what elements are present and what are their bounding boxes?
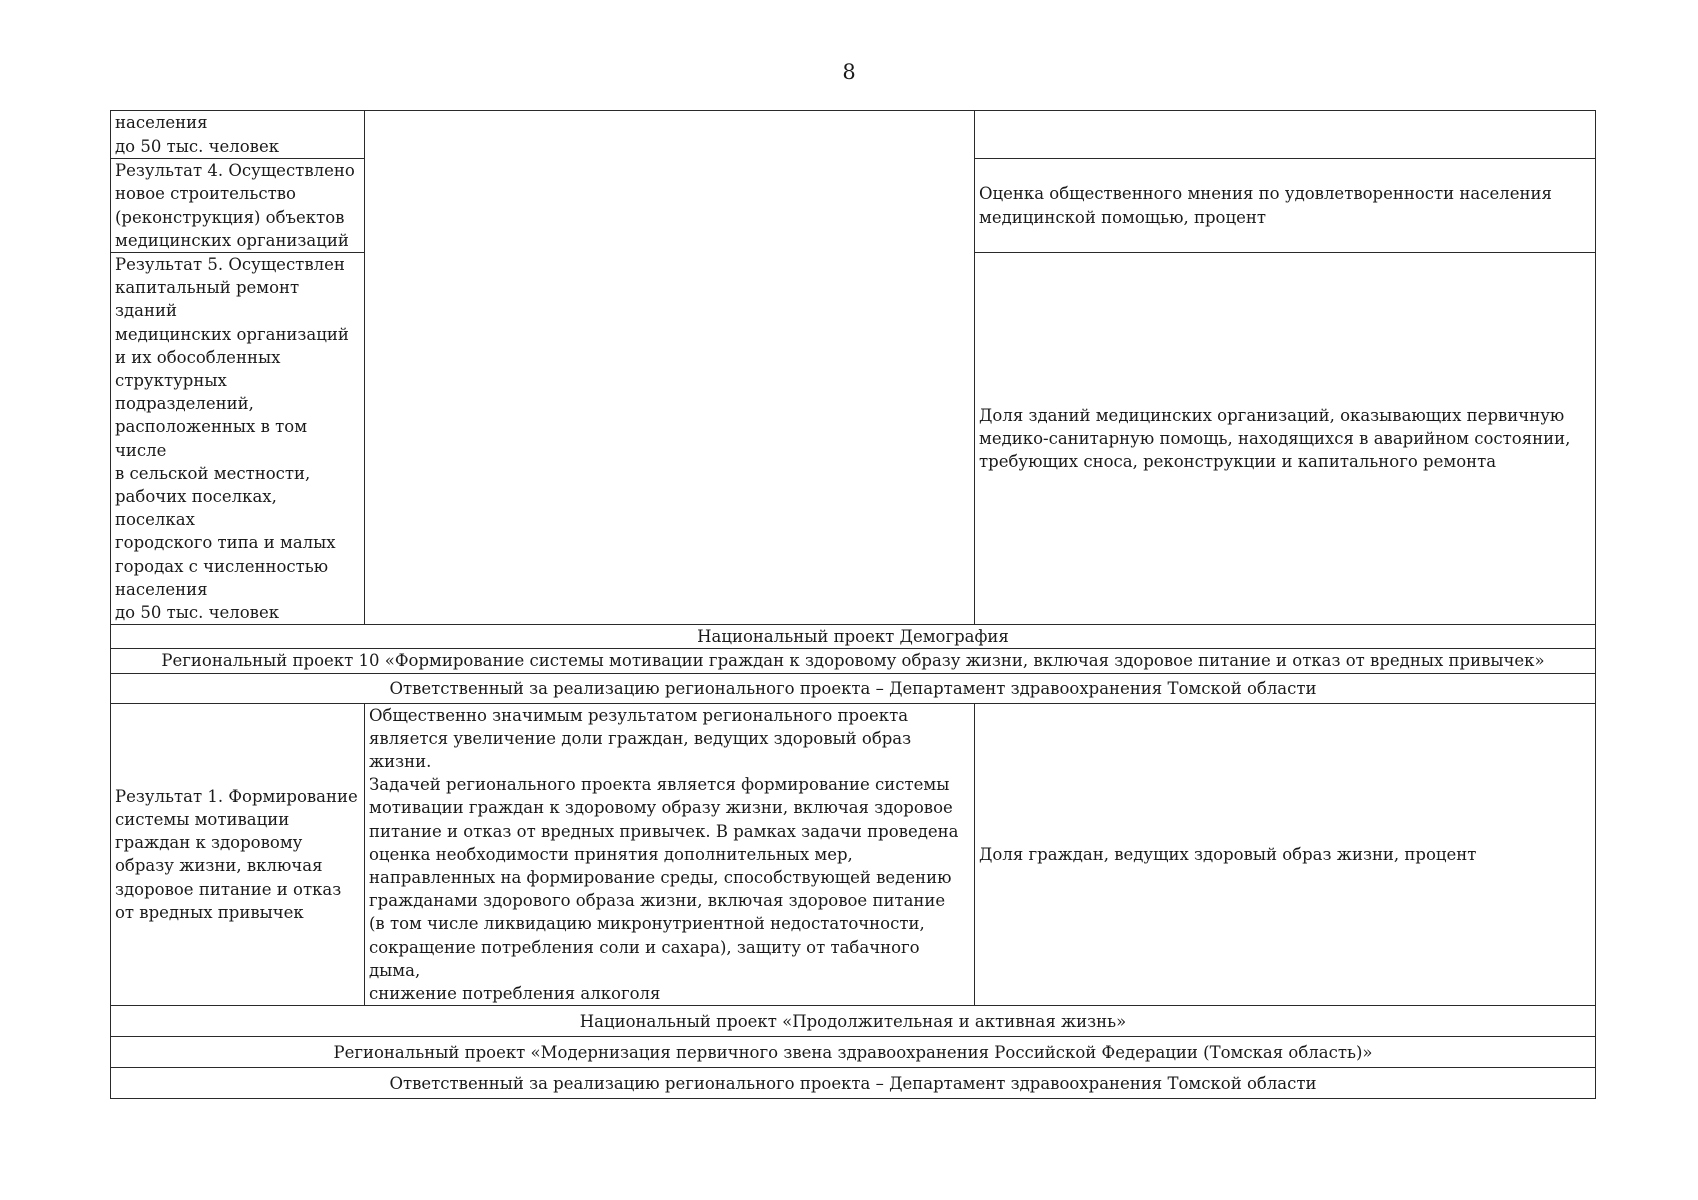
table-row — [111, 649, 1596, 673]
page-number: 8 — [842, 60, 856, 84]
result-cell: Результат 1. Формирование системы мотивации граждан к здоровому образу жизни, включая здоровое питание и отказ от вредных привычек — [111, 703, 365, 1006]
national-project-heading: Национальный проект Демография — [111, 625, 1596, 649]
responsible-heading: Ответственный за реализацию регионального проекта – Департамент здравоохранения Томской области — [111, 1068, 1596, 1099]
result-cell: населения до 50 тыс. человек — [111, 111, 365, 159]
regional-project-heading: Региональный проект «Модернизация первичного звена здравоохранения Российской Федерации (Томская область)» — [111, 1037, 1596, 1068]
description-cell: Общественно значимым результатом регионального проекта является увеличение доли граждан, ведущих здоровый образ жизни. Задачей регионального проекта является формирование системы мотивации граждан к здоровому образу жизни, включая здоровое питание и отказ от вредных привычек. В рамках задачи проведена оценка необходимости принятия дополнительных мер, направленных на формирование среды, способствующей ведению гражданами здорового образа жизни, включая здоровое питание (в том числе ликвидацию микронутриентной недостаточности, сокращение потребления соли и сахара), защиту от табачного дыма, снижение потребления алкоголя — [365, 703, 975, 1006]
indicator-cell: Доля граждан, ведущих здоровый образ жизни, процент — [975, 703, 1596, 1006]
document-table — [110, 110, 1596, 1099]
indicator-cell: Оценка общественного мнения по удовлетворенности населения медицинской помощью, процент — [975, 159, 1596, 253]
regional-project-heading: Региональный проект 10 «Формирование системы мотивации граждан к здоровому образу жизни, включая здоровое питание и отказ от вредных привычек» — [111, 649, 1596, 673]
national-project-heading: Национальный проект «Продолжительная и активная жизнь» — [111, 1006, 1596, 1037]
table-row — [111, 1006, 1596, 1037]
result-cell: Результат 5. Осуществлен капитальный ремонт зданий медицинских организаций и их обособленных структурных подразделений, расположенных в том числе в сельской местности, рабочих поселках, поселках городского типа и малых городах с численностью населения до 50 тыс. человек — [111, 253, 365, 625]
table-row — [111, 111, 1596, 159]
table-row — [111, 673, 1596, 703]
indicator-cell — [975, 111, 1596, 159]
description-cell-empty — [365, 111, 975, 625]
table-row — [111, 703, 1596, 1006]
responsible-heading: Ответственный за реализацию регионального проекта – Департамент здравоохранения Томской области — [111, 673, 1596, 703]
result-cell: Результат 4. Осуществлено новое строительство (реконструкция) объектов медицинских организаций — [111, 159, 365, 253]
table-row — [111, 1037, 1596, 1068]
table-row — [111, 625, 1596, 649]
indicator-cell: Доля зданий медицинских организаций, оказывающих первичную медико-санитарную помощь, находящихся в аварийном состоянии, требующих сноса, реконструкции и капитального ремонта — [975, 253, 1596, 625]
table-row — [111, 1068, 1596, 1099]
